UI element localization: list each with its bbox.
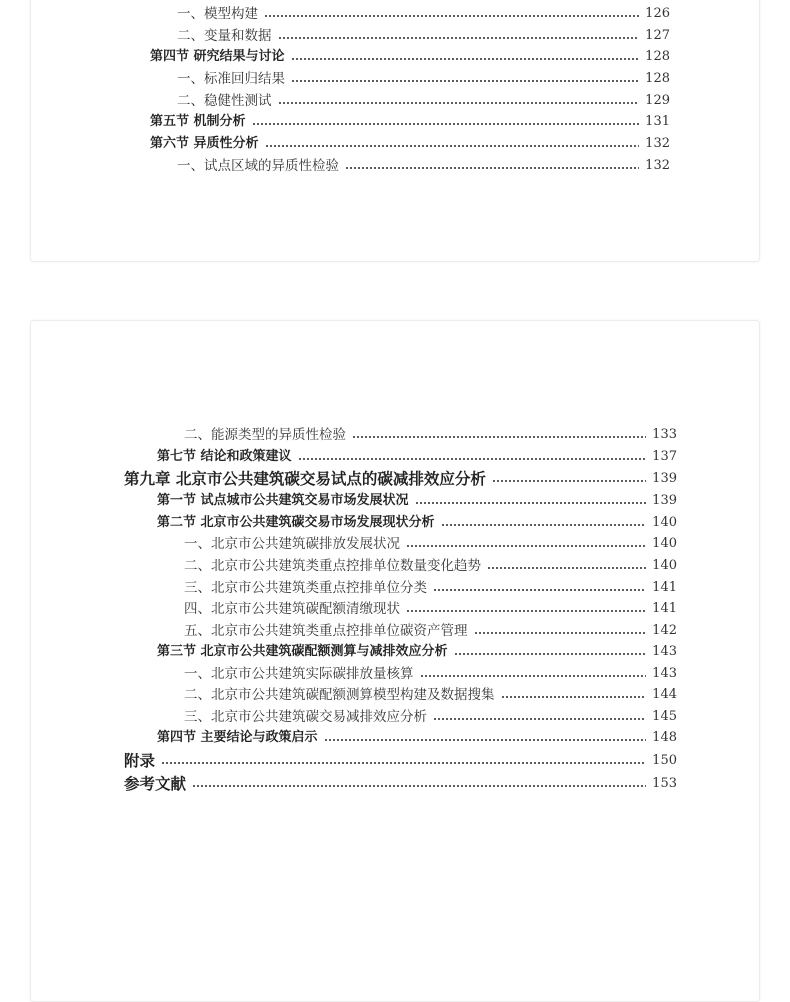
toc-entry-title: 一、标准回归结果 — [177, 71, 285, 87]
dot-leader — [406, 544, 646, 548]
toc-entry[interactable] — [184, 535, 677, 553]
dot-leader — [474, 631, 647, 635]
toc-entry[interactable] — [184, 665, 677, 683]
toc-entry[interactable] — [150, 113, 670, 131]
toc-entry[interactable] — [184, 600, 677, 618]
toc-entry-title: 第三节 北京市公共建筑碳配额测算与减排效应分析 — [157, 644, 448, 659]
toc-entry-title: 二、北京市公共建筑类重点控排单位数量变化趋势 — [184, 558, 481, 574]
toc-entry-page: 128 — [645, 49, 670, 64]
toc-entry-page: 141 — [652, 580, 677, 595]
dot-leader — [441, 523, 647, 527]
dot-leader — [420, 674, 647, 678]
dot-leader — [161, 761, 646, 765]
toc-entry-page: 139 — [652, 493, 677, 508]
toc-entry-title: 一、试点区域的异质性检验 — [177, 158, 339, 174]
toc-entry-title: 一、模型构建 — [177, 6, 258, 22]
toc-entry-title: 参考文献 — [124, 774, 187, 793]
toc-entry-page: 150 — [652, 753, 677, 768]
toc-entry-page: 132 — [645, 136, 670, 151]
toc-entry-title: 二、变量和数据 — [177, 28, 272, 44]
toc-entry-page: 141 — [652, 601, 677, 616]
toc-entry[interactable] — [177, 92, 670, 110]
dot-leader — [352, 435, 646, 439]
toc-entry-title: 五、北京市公共建筑类重点控排单位碳资产管理 — [184, 623, 468, 639]
toc-entry-title: 一、北京市公共建筑实际碳排放量核算 — [184, 666, 414, 682]
toc-entry[interactable] — [184, 426, 677, 444]
toc-list-top — [31, 0, 759, 261]
toc-entry-title: 二、北京市公共建筑碳配额测算模型构建及数据搜集 — [184, 687, 495, 703]
toc-entry-page: 143 — [652, 644, 677, 659]
dot-leader — [252, 122, 640, 126]
toc-entry-title: 一、北京市公共建筑碳排放发展状况 — [184, 536, 400, 552]
toc-entry-title: 二、稳健性测试 — [177, 93, 272, 109]
toc-entry[interactable] — [124, 775, 677, 793]
toc-entry-page: 148 — [652, 730, 677, 745]
dot-leader — [291, 79, 639, 83]
toc-entry-page: 127 — [645, 28, 670, 43]
dot-leader — [291, 57, 640, 61]
dot-leader — [345, 166, 639, 170]
toc-entry-title: 第四节 研究结果与讨论 — [150, 49, 285, 64]
toc-entry[interactable] — [184, 579, 677, 597]
toc-entry-page: 140 — [652, 558, 677, 573]
toc-entry-page: 140 — [652, 536, 677, 551]
dot-leader — [454, 652, 647, 656]
toc-entry-title: 第四节 主要结论与政策启示 — [157, 730, 318, 745]
toc-entry[interactable] — [157, 492, 677, 510]
toc-entry-page: 142 — [652, 623, 677, 638]
dot-leader — [415, 501, 647, 505]
dot-leader — [265, 144, 640, 148]
dot-leader — [406, 609, 646, 613]
toc-entry-page: 153 — [652, 776, 677, 791]
toc-entry[interactable] — [184, 708, 677, 726]
toc-entry[interactable] — [177, 5, 670, 23]
toc-entry[interactable] — [184, 686, 677, 704]
toc-entry-title: 第九章 北京市公共建筑碳交易试点的碳减排效应分析 — [124, 469, 486, 488]
dot-leader — [433, 588, 646, 592]
toc-entry-title: 三、北京市公共建筑类重点控排单位分类 — [184, 580, 427, 596]
dot-leader — [278, 36, 640, 40]
toc-entry-title: 附录 — [124, 751, 156, 770]
toc-entry-page: 133 — [652, 427, 677, 442]
toc-entry-title: 第一节 试点城市公共建筑交易市场发展状况 — [157, 493, 409, 508]
toc-entry-page: 144 — [652, 687, 677, 702]
toc-entry-title: 四、北京市公共建筑碳配额清缴现状 — [184, 601, 400, 617]
toc-entry[interactable] — [177, 27, 670, 45]
toc-entry-page: 143 — [652, 666, 677, 681]
dot-leader — [298, 457, 647, 461]
toc-entry-page: 126 — [645, 6, 670, 21]
toc-entry[interactable] — [150, 48, 670, 66]
toc-entry-title: 三、北京市公共建筑碳交易减排效应分析 — [184, 709, 427, 725]
toc-entry-page: 131 — [645, 114, 670, 129]
dot-leader — [264, 14, 639, 18]
dot-leader — [324, 738, 647, 742]
toc-entry-title: 第六节 异质性分析 — [150, 136, 259, 151]
toc-entry-page: 128 — [645, 71, 670, 86]
toc-entry-page: 129 — [645, 93, 670, 108]
toc-entry[interactable] — [184, 557, 677, 575]
dot-leader — [433, 717, 646, 721]
toc-entry[interactable] — [184, 622, 677, 640]
toc-entry[interactable] — [177, 157, 670, 175]
toc-entry-title: 第五节 机制分析 — [150, 114, 246, 129]
toc-entry-page: 140 — [652, 515, 677, 530]
toc-list-bottom — [31, 321, 759, 1001]
toc-entry[interactable] — [124, 752, 677, 770]
toc-entry[interactable] — [124, 470, 677, 488]
toc-entry[interactable] — [157, 448, 677, 466]
dot-leader — [487, 566, 646, 570]
toc-entry-page: 132 — [645, 158, 670, 173]
dot-leader — [492, 479, 646, 483]
toc-entry[interactable] — [157, 514, 677, 532]
toc-entry-page: 139 — [652, 471, 677, 486]
toc-entry-title: 二、能源类型的异质性检验 — [184, 427, 346, 443]
toc-entry-page: 145 — [652, 709, 677, 724]
dot-leader — [278, 101, 640, 105]
toc-entry-page: 137 — [652, 449, 677, 464]
dot-leader — [501, 695, 647, 699]
toc-entry-title: 第二节 北京市公共建筑碳交易市场发展现状分析 — [157, 515, 435, 530]
toc-page-top — [30, 0, 760, 262]
toc-entry[interactable] — [157, 729, 677, 747]
toc-entry[interactable] — [157, 643, 677, 661]
dot-leader — [192, 784, 646, 788]
toc-page-bottom — [30, 320, 760, 1002]
toc-entry[interactable] — [150, 135, 670, 153]
toc-entry[interactable] — [177, 70, 670, 88]
toc-entry-title: 第七节 结论和政策建议 — [157, 449, 292, 464]
